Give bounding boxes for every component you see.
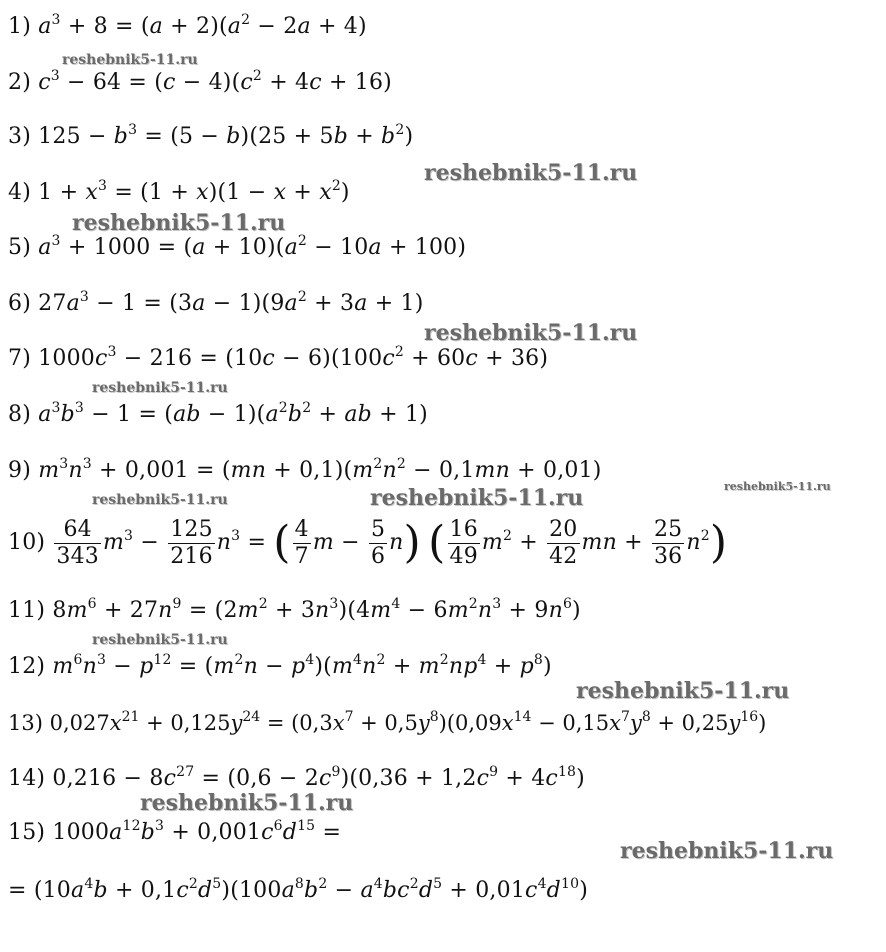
item-number: 13) [8,711,43,735]
equation-7: 7) $1000c^3 - 216 = (10c - 6)(100c^2 + 60c + 36)$ [8,344,549,371]
item-number: 4) [8,180,31,205]
equation-14: 14) $0,216 - 8c^{27} = (0,6 - 2c^9)(0,36 + 1,2c^9 + 4c^{18})$ [8,764,585,791]
equation-1: 1) $a^3 + 8 = (a + 2)(a^2 - 2a + 4)$ [8,12,367,39]
equation-11: 11) $8m^6 + 27n^9 = (2m^2 + 3n^3)(4m^4 - 6m^2n^3 + 9n^6)$ [8,596,581,623]
item-number: 6) [8,291,31,316]
item-number: 15) [8,820,46,845]
equation-13: 13) $0,027x^{21} + 0,125y^{24} = (0,3x^7 + 0,5y^8)(0,09x^{14} - 0,15x^7y^8 + 0,25y^{16})$ [8,709,767,735]
watermark: reshebnik5-11.ru [620,838,834,864]
item-number: 8) [8,402,31,427]
equation-2: 2) $c^3 - 64 = (c - 4)(c^2 + 4c + 16)$ [8,68,392,95]
watermark: reshebnik5-11.ru [370,485,584,511]
watermark: reshebnik5-11.ru [576,678,790,704]
item-number: 7) [8,346,31,371]
watermark: reshebnik5-11.ru [92,492,228,508]
equation-9: 9) $m^3n^3 + 0,001 = (mn + 0,1)(m^2n^2 - 0,1mn + 0,01)$ [8,456,602,483]
equation-15: 15) $1000a^{12}b^3 + 0,001c^6d^{15}$ = [8,818,342,845]
watermark: reshebnik5-11.ru [92,632,228,648]
equation-6: 6) $27a^3 - 1 = (3a - 1)(9a^2 + 3a + 1)$ [8,289,424,316]
equation-10: 10) $\frac{64}{343}$ $m^3$ − $\frac{125}{216}$ $n^3$ = ( $\frac{4}{7}$ m − $\frac{5}{6}$ n) ( $\frac{16}{49}$ $m^2$ + $\frac{20}{42}$ mn + $\frac{25}{36}$ $n^2$) [8,516,728,569]
equation-3: 3) $125 - b^3 = (5 - b)(25 + 5b + b^2)$ [8,122,414,149]
fraction: $\frac{64}{343}$ [56,516,99,569]
watermark: reshebnik5-11.ru [92,380,228,396]
equation-4: 4) $1 + x^3 = (1 + x)(1 - x + x^2)$ [8,178,350,205]
item-number: 3) [8,124,31,149]
fraction: $\frac{16}{49}$ [449,516,478,569]
watermark: reshebnik5-11.ru [424,320,638,346]
item-number: 11) [8,598,46,623]
fraction: $\frac{20}{42}$ [549,516,578,569]
item-number: 9) [8,458,31,483]
equation-15-continuation: = $(10a^4b + 0,1c^2d^5)(100a^8b^2 - a^4bc^2d^5 + 0,01c^4d^{10})$ [8,876,588,903]
item-number: 2) [8,70,31,95]
item-number: 5) [8,235,31,260]
equation-12: 12) $m^6n^3 - p^{12} = (m^2n - p^4)(m^4n^2 + m^2np^4 + p^8)$ [8,652,552,679]
item-number: 14) [8,766,46,791]
watermark: reshebnik5-11.ru [424,160,638,186]
fraction: $\frac{125}{216}$ [170,516,213,569]
equation-8: 8) $a^3b^3 - 1 = (ab - 1)(a^2b^2$ + ab + 1) [8,400,428,427]
item-number: 1) [8,14,31,39]
watermark: reshebnik5-11.ru [72,210,286,236]
item-number: 12) [8,654,46,679]
watermark: reshebnik5-11.ru [62,52,198,68]
fraction: $\frac{5}{6}$ [370,516,386,569]
equation-5: 5) $a^3 + 1000 = (a + 10)(a^2 - 10a + 100)$ [8,233,467,260]
watermark: reshebnik5-11.ru [140,790,354,816]
fraction: $\frac{25}{36}$ [653,516,683,569]
watermark: reshebnik5-11.ru [724,480,831,493]
fraction: $\frac{4}{7}$ [294,516,309,569]
item-number: 10) [8,530,46,555]
